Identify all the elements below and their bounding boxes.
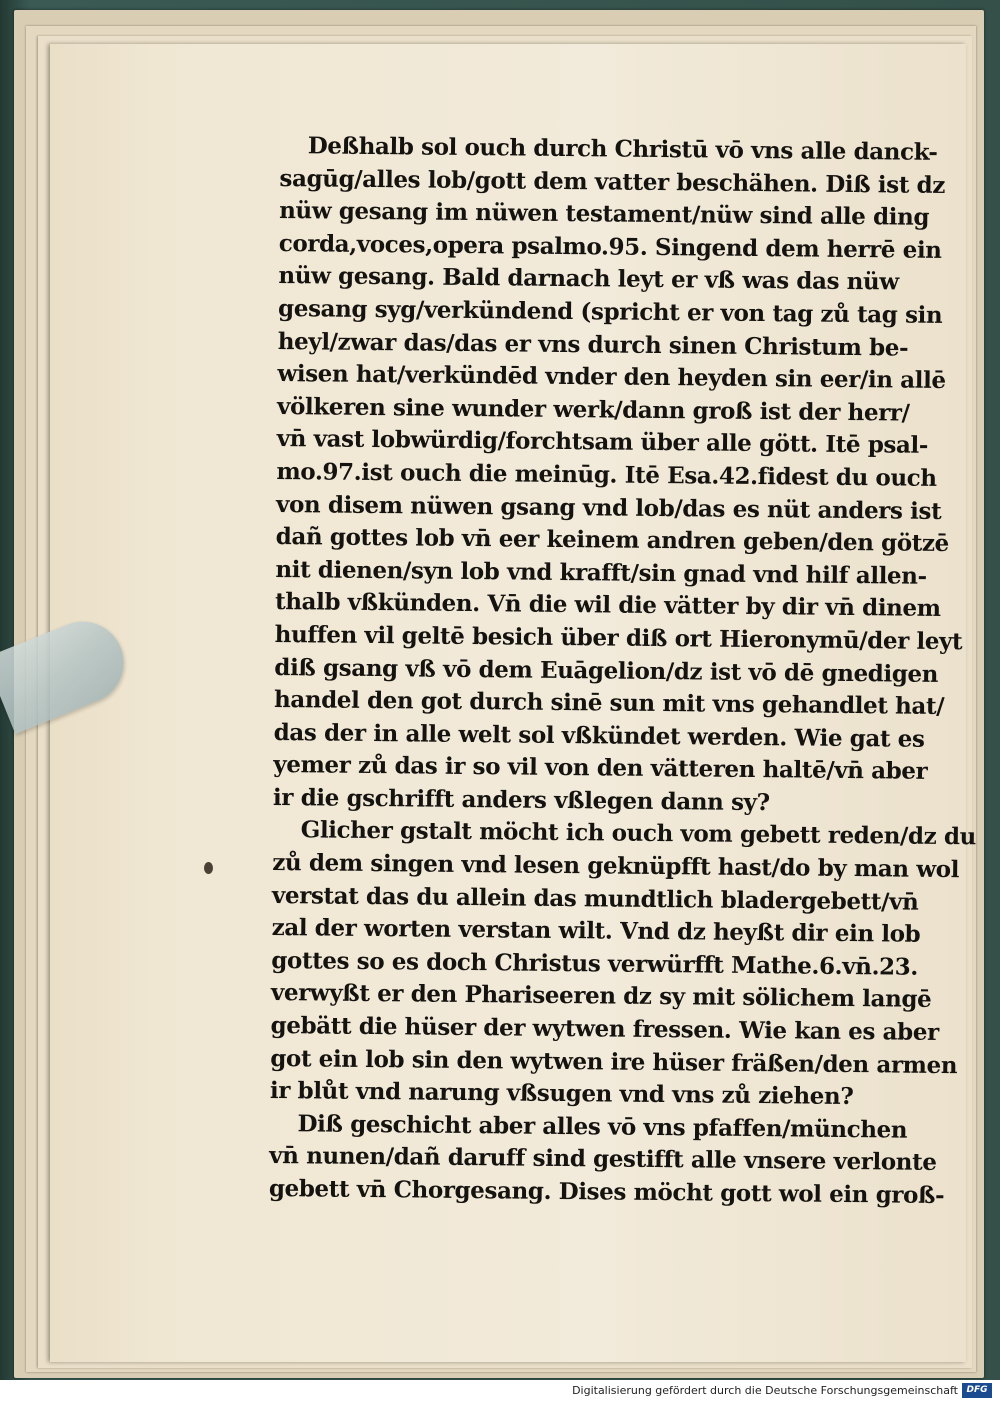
text-line: diß gsang vß vō dem Euāgelion/dz ist vō dē gnedigen [274,653,939,688]
text-line: gebätt die hüser der wytwen fressen. Wie kan es aber [270,1011,939,1046]
text-line: zal der worten verstan wilt. Vnd dz heyßt dir ein lob [271,914,921,948]
text-line: thalb vßkünden. Vn̄ die wil die vätter by dir vn̄ dinem [274,588,941,623]
text-line: von disem nüwen gsang vnd lob/das es nüt anders ist [275,490,942,525]
text-line: mo.97.ist ouch die meinūg. Itē Esa.42.fidest du ouch [276,457,937,492]
binding-hole [204,862,213,874]
text-line: heyl/zwar das/das er vns durch sinen Christum be- [277,327,909,362]
text-line: gebett vn̄ Chorgesang. Dises möcht gott wol ein groß- [268,1174,945,1210]
text-line: das der in alle welt sol vßkündet werden. Wie gat es [273,718,925,753]
text-line: verwyßt er den Phariseeren dz sy mit sölichem langē [270,979,932,1014]
text-line: nit dienen/syn lob vnd krafft/sin gnad vnd hilf allen- [275,555,927,590]
text-line: Diß geschicht aber alles vō vns pfaffen/münchen [297,1110,908,1144]
text-line: vn̄ vast lobwürdig/forchtsam über alle gött. Itē psal- [276,425,929,460]
text-line: gottes so es doch Christus verwürfft Mathe.6.vn̄.23. [271,946,919,981]
text-line: yemer zů das ir so vil von den vätteren haltē/vn̄ aber [273,751,928,786]
text-line: sagūg/alles lob/gott dem vatter beschähen. Diß ist dz [279,164,946,199]
text-line: Deßhalb sol ouch durch Christū vō vns alle danck- [307,132,938,166]
text-line: zů dem singen vnd lesen geknüpfft hast/do by man wol [272,849,960,884]
text-line: dañ gottes lob vn̄ eer keinem andren geben/den götzē [275,523,950,558]
text-line: wisen hat/verkündēd vnder den heyden sin eer/in allē [277,360,946,395]
text-line: ir blůt vnd narung vßsugen vnd vns zů ziehen? [269,1077,854,1111]
page-text [268,130,977,1213]
text-line: Glicher gstalt möcht ich ouch vom gebett reden/dz du [300,816,977,851]
text-line: völkeren sine wunder werk/dann groß ist der herr/ [276,392,910,427]
text-line: nüw gesang. Bald darnach leyt er vß was das nüw [278,262,899,296]
text-line: verstat das du allein das mundtlich bladergebett/vn̄ [271,881,919,916]
text-line: gesang syg/verkündend (spricht er von tag zů tag sin [277,294,943,329]
dfg-logo: DFG [962,1383,992,1398]
text-line: got ein lob sin den wytwen ire hüser fräßen/den armen [270,1044,958,1079]
text-line: nüw gesang im nüwen testament/nüw sind alle ding [279,197,930,231]
text-line: ir die gschrifft anders vßlegen dann sy? [272,783,770,817]
text-line: corda,voces,opera psalmo.95. Singend dem herrē ein [278,229,942,264]
text-line: vn̄ nunen/dañ daruff sind gestifft alle vnsere verlonte [269,1142,937,1177]
footer-credit: Digitalisierung gefördert durch die Deutsche Forschungsgemeinschaft [572,1384,958,1397]
text-line: huffen vil geltē besich über diß ort Hieronymū/der leyt [274,620,963,656]
text-line: handel den got durch sinē sun mit vns gehandlet hat/ [273,686,945,721]
